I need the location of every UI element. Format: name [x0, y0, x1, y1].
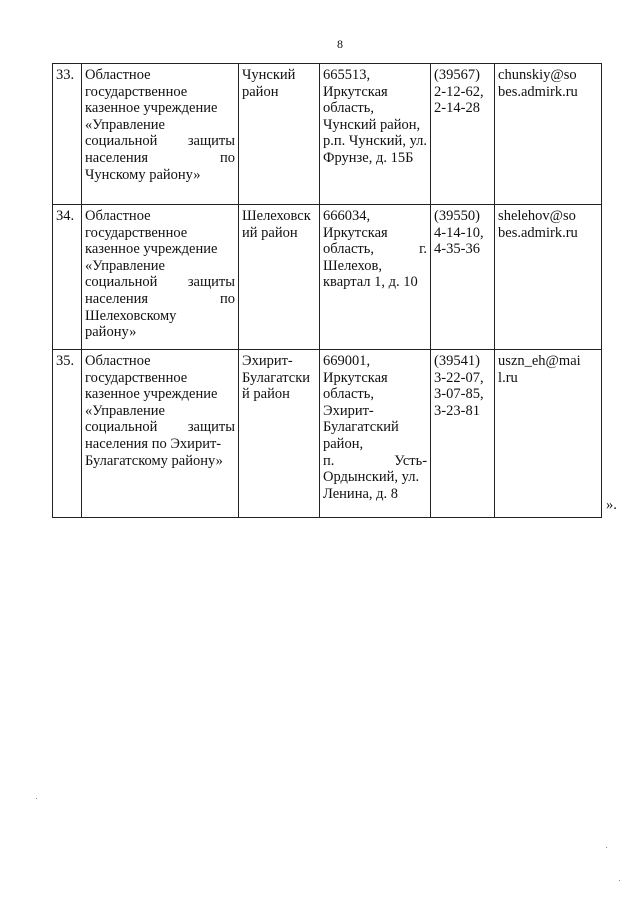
name-line: государственное	[85, 369, 188, 386]
address-line: область,	[323, 100, 374, 117]
name-line: социальной защиты	[85, 133, 235, 150]
address-line: Иркутская	[323, 83, 388, 100]
address-line: п. Усть-	[323, 452, 428, 469]
name-line: казенное учреждение	[85, 241, 218, 258]
table-row	[53, 64, 602, 205]
phone-line: 2-12-62,	[434, 83, 484, 100]
district-cell	[239, 350, 320, 518]
address-line: Шелехов,	[323, 257, 382, 274]
scan-speck	[619, 880, 620, 881]
name-line: Областное	[85, 67, 151, 83]
scan-speck	[606, 847, 607, 848]
address-line: область,	[323, 386, 374, 403]
name-line: государственное	[85, 83, 188, 100]
address-line: 666034,	[323, 208, 371, 224]
address-line: Чунский район,	[323, 116, 421, 133]
name-line: социальной защиты	[85, 274, 235, 291]
district-line: Шелеховск	[242, 208, 311, 224]
institutions-table	[52, 63, 602, 518]
address-line: Ленина, д. 8	[323, 485, 399, 502]
name-line: социальной защиты	[85, 419, 235, 436]
address-cell	[320, 205, 431, 350]
phone-line: (39541)	[434, 353, 480, 369]
scan-speck	[36, 798, 37, 799]
name-line: населения по	[85, 149, 235, 166]
phone-line: (39567)	[434, 67, 480, 83]
table-row	[53, 205, 602, 350]
table-row	[53, 350, 602, 518]
email-line: bes.admirk.ru	[498, 83, 578, 100]
name-line: казенное учреждение	[85, 386, 218, 403]
address-line: Эхирит-	[323, 402, 374, 419]
row-number: 34.	[53, 205, 82, 350]
address-line: Ордынский, ул.	[323, 469, 420, 486]
phone-line: 4-35-36	[434, 241, 480, 258]
address-cell	[320, 64, 431, 205]
phone-line: 2-14-28	[434, 100, 480, 117]
address-line: 665513,	[323, 67, 371, 83]
name-line: населения по Эхирит-	[85, 435, 222, 452]
email-line: l.ru	[498, 369, 518, 386]
name-line: населения по	[85, 290, 235, 307]
institution-name-cell	[82, 350, 239, 518]
institution-name-cell	[82, 64, 239, 205]
name-line: «Управление	[85, 116, 165, 133]
name-line: району»	[85, 324, 137, 341]
phone-line: 3-23-81	[434, 402, 480, 419]
name-line: Булагатскому району»	[85, 452, 223, 469]
phone-line: 4-14-10,	[434, 224, 484, 241]
district-line: ий район	[242, 224, 298, 241]
district-line: Булагатски	[242, 369, 311, 386]
district-line: Чунский	[242, 67, 296, 83]
address-line: квартал 1, д. 10	[323, 274, 418, 291]
address-line: р.п. Чунский, ул.	[323, 133, 428, 150]
phone-cell	[431, 64, 495, 205]
name-line: «Управление	[85, 257, 165, 274]
address-line: Иркутская	[323, 369, 388, 386]
district-line: Эхирит-	[242, 353, 293, 369]
phone-line: 3-22-07,	[434, 369, 484, 386]
email-line: bes.admirk.ru	[498, 224, 578, 241]
email-line: chunskiy@so	[498, 67, 577, 83]
name-line: казенное учреждение	[85, 100, 218, 117]
name-line: Шелеховскому	[85, 307, 177, 324]
page-number: 8	[337, 37, 343, 51]
email-cell	[495, 350, 602, 518]
email-cell	[495, 64, 602, 205]
email-line: uszn_eh@mai	[498, 353, 581, 369]
district-cell	[239, 205, 320, 350]
district-cell	[239, 64, 320, 205]
closing-quote: ».	[606, 497, 617, 513]
name-line: «Управление	[85, 402, 165, 419]
address-line: область, г.	[323, 241, 428, 258]
institution-name-cell	[82, 205, 239, 350]
row-number: 35.	[53, 350, 82, 518]
name-line: государственное	[85, 224, 188, 241]
phone-line: 3-07-85,	[434, 386, 484, 403]
name-line: Областное	[85, 208, 151, 224]
address-cell	[320, 350, 431, 518]
email-line: shelehov@so	[498, 208, 576, 224]
district-line: й район	[242, 386, 290, 403]
address-line: 669001,	[323, 353, 371, 369]
email-cell	[495, 205, 602, 350]
row-number: 33.	[53, 64, 82, 205]
address-line: район,	[323, 435, 364, 452]
name-line: Чунскому району»	[85, 166, 201, 183]
phone-cell	[431, 205, 495, 350]
address-line: Иркутская	[323, 224, 388, 241]
name-line: Областное	[85, 353, 151, 369]
phone-cell	[431, 350, 495, 518]
district-line: район	[242, 83, 279, 100]
phone-line: (39550)	[434, 208, 480, 224]
address-line: Булагатский	[323, 419, 399, 436]
address-line: Фрунзе, д. 15Б	[323, 149, 414, 166]
